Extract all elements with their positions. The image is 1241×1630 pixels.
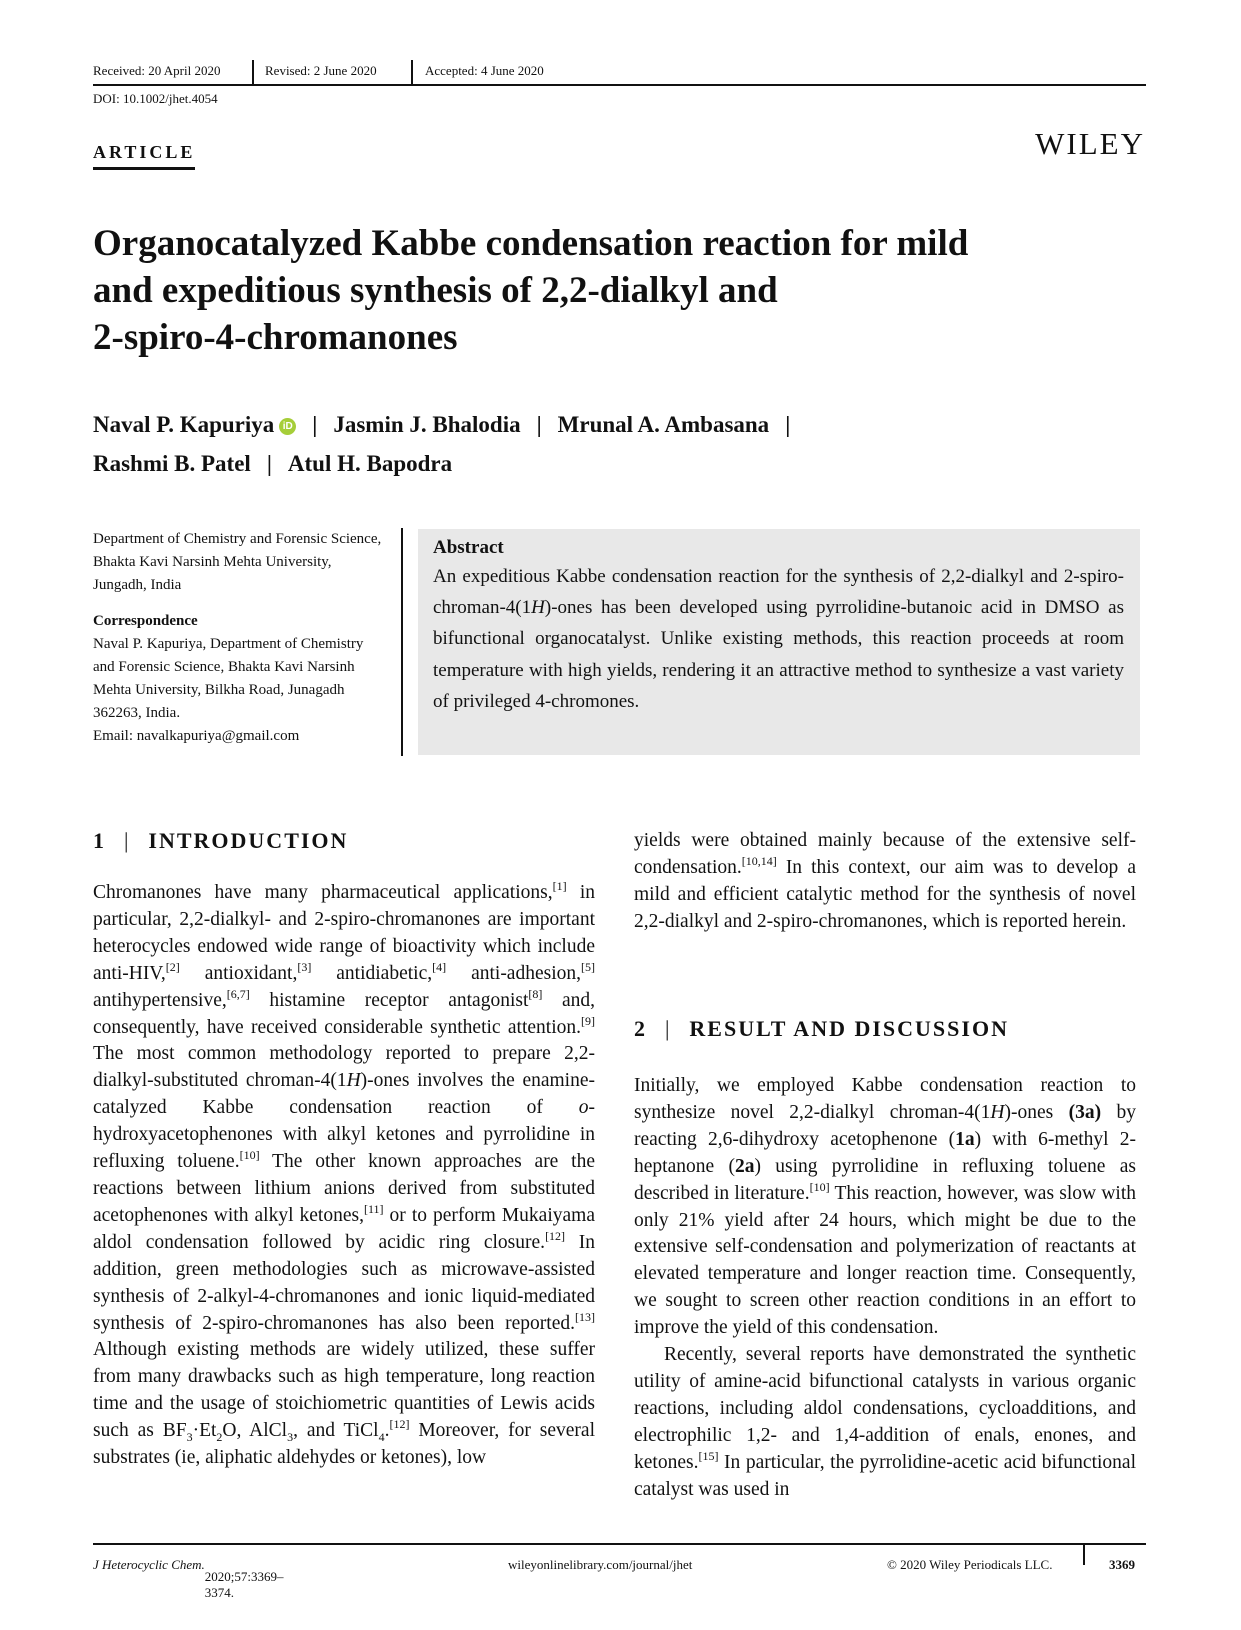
author-list (93, 405, 1143, 483)
journal-citation: J Heterocyclic Chem. 2020;57:3369–3374. (93, 1557, 284, 1600)
author-name[interactable]: Rashmi B. Patel (93, 451, 251, 476)
divider (1083, 1545, 1085, 1565)
title-line: 2-spiro-4-chromanones (93, 317, 458, 358)
results-column (634, 1073, 1136, 1504)
abstract-heading: Abstract (433, 537, 504, 558)
citation[interactable]: [11] (363, 1201, 384, 1216)
citation[interactable]: [4] (432, 959, 447, 974)
divider (252, 60, 254, 84)
citation[interactable]: [10] (809, 1179, 830, 1194)
author-name[interactable]: Naval P. Kapuriya (93, 412, 275, 437)
citation[interactable]: [8] (528, 986, 543, 1001)
citation[interactable]: [2] (165, 959, 180, 974)
vertical-divider (401, 528, 403, 756)
divider (411, 60, 413, 84)
article-type-label: ARTICLE (93, 142, 195, 170)
citation[interactable]: [13] (575, 1309, 595, 1324)
author-separator: | (536, 412, 542, 437)
page-number: 3369 (1109, 1557, 1135, 1572)
received-date: Received: 20 April 2020 (93, 63, 221, 78)
citation[interactable]: [6,7] (226, 986, 250, 1001)
citation[interactable]: [10,14] (741, 853, 777, 868)
department: Department of Chemistry and Forensic Science, Bhakta Kavi Narsinh Mehta University, Jungadh, India (93, 531, 382, 593)
citation[interactable]: [12] (389, 1417, 410, 1432)
title-line: Organocatalyzed Kabbe condensation reaction for mild (93, 223, 969, 264)
title-line: and expeditious synthesis of 2,2-dialkyl and (93, 270, 778, 311)
journal-url[interactable]: wileyonlinelibrary.com/journal/jhet (508, 1557, 693, 1572)
author-separator: | (312, 412, 318, 437)
intro-continuation (634, 828, 1136, 936)
affiliation-block (93, 528, 383, 748)
citation[interactable]: [5] (581, 959, 595, 974)
doi: DOI: 10.1002/jhet.4054 (93, 91, 218, 106)
correspondence-heading: Correspondence (93, 613, 198, 629)
page-footer (93, 1543, 1146, 1600)
publisher-logo: WILEY (1035, 126, 1145, 161)
correspondence-address: Naval P. Kapuriya, Department of Chemistry and Forensic Science, Bhakta Kavi Narsinh Mehta University, Bilkha Road, Junagadh 362263, India. (93, 636, 364, 721)
accepted-date: Accepted: 4 June 2020 (425, 63, 544, 78)
citation[interactable]: [12] (545, 1228, 566, 1243)
paper-title (93, 220, 1143, 361)
author-name[interactable]: Jasmin J. Bhalodia (333, 412, 521, 437)
citation[interactable]: [10] (239, 1148, 260, 1163)
author-separator: | (266, 451, 272, 476)
orcid-icon[interactable]: iD (279, 418, 296, 435)
author-name[interactable]: Mrunal A. Ambasana (557, 412, 770, 437)
abstract-text: An expeditious Kabbe condensation reaction for the synthesis of 2,2-dialkyl and 2-spiro-chroman-4(1H)-ones has been developed using pyrrolidine-butanoic acid in DMSO as bifunctional organocatalyst. Unlike existing methods, this reaction proceeds at room temperature with high yields, rendering it an attractive method to synthesize a vast variety of privileged 4-chromones. (433, 566, 1124, 712)
citation[interactable]: [9] (581, 1013, 595, 1028)
author-name[interactable]: Atul H. Bapodra (287, 451, 453, 476)
correspondence-email[interactable]: Email: navalkapuriya@gmail.com (93, 728, 300, 744)
section-heading-introduction: 1 | INTRODUCTION (93, 828, 349, 853)
dates-bar (93, 58, 1146, 86)
results-paragraph: Initially, we employed Kabbe condensation reaction to synthesize novel 2,2-dialkyl chroman-4(1H)-ones (3a) by reacting 2,6-dihydroxy acetophenone (1a) with 6-methyl 2-heptanone (2a) using pyrrolidine in refluxing toluene as described in literature.[10] This reaction, however, was slow with only 21% yield after 24 hours, which might be due to the extensive self-condensation and polymerization of reactants at elevated temperature and longer reaction time. Consequently, we sought to screen other reaction conditions in an effort to improve the yield of this condensation. (634, 1075, 1137, 1339)
section-heading-results: 2 | RESULT AND DISCUSSION (634, 1016, 1009, 1041)
revised-date: Revised: 2 June 2020 (265, 63, 377, 78)
intro-paragraph: Chromanones have many pharmaceutical applications,[1] in particular, 2,2-dialkyl- and 2-spiro-chromanones are important heterocycles endowed wide range of bioactivity which include anti-HIV,[2] antioxidant,[3] antidiabetic,[4] anti-adhesion,[5] antihypertensive,[6,7] histamine receptor antagonist[8] and, consequently, have received considerable synthetic attention.[9] The most common methodology reported to prepare 2,2-dialkyl-substituted chroman-4(1H)-ones involves the enamine-catalyzed Kabbe condensation reaction of o-hydroxyacetophenones with alkyl ketones and pyrrolidine in refluxing toluene.[10] The other known approaches are the reactions between lithium anions derived from substituted acetophenones with alkyl ketones,[11] or to perform Mukaiyama aldol condensation followed by acidic ring closure.[12] In addition, green methodologies such as microwave-assisted synthesis of 2-alkyl-4-chromanones and ionic liquid-mediated synthesis of 2-spiro-chromanones has also been reported.[13] Although existing methods are widely utilized, these suffer from many drawbacks such as high temperature, long reaction time and the usage of stoichiometric quantities of Lewis acids such as $BF_3\cdot Et_2O$, AlCl$_3$, and TiCl$_4$.[12] Moreover, for several substrates (ie, aliphatic aldehydes or ketones), low (93, 879, 596, 1469)
citation[interactable]: [1] (552, 879, 567, 893)
copyright: © 2020 Wiley Periodicals LLC. (887, 1557, 1053, 1572)
intro-paragraph: yields were obtained mainly because of the extensive self-condensation.[10,14] In this context, our aim was to develop a mild and efficient catalytic method for the synthesis of novel 2,2-dialkyl and 2-spiro-chromanones, which is reported herein. (634, 830, 1136, 932)
citation[interactable]: [15] (698, 1448, 719, 1463)
results-paragraph: Recently, several reports have demonstrated the synthetic utility of amine-acid bifunctional catalysts in various organic reactions, including aldol condensations, cycloadditions, and electrophilic 1,2- and 1,4-addition of enals, enones, and ketones.[15] In particular, the pyrrolidine-acetic acid bifunctional catalyst was used in (634, 1344, 1136, 1500)
intro-column (93, 880, 595, 1472)
abstract-box (418, 529, 1140, 755)
author-separator: | (785, 412, 791, 437)
citation[interactable]: [3] (297, 959, 312, 974)
